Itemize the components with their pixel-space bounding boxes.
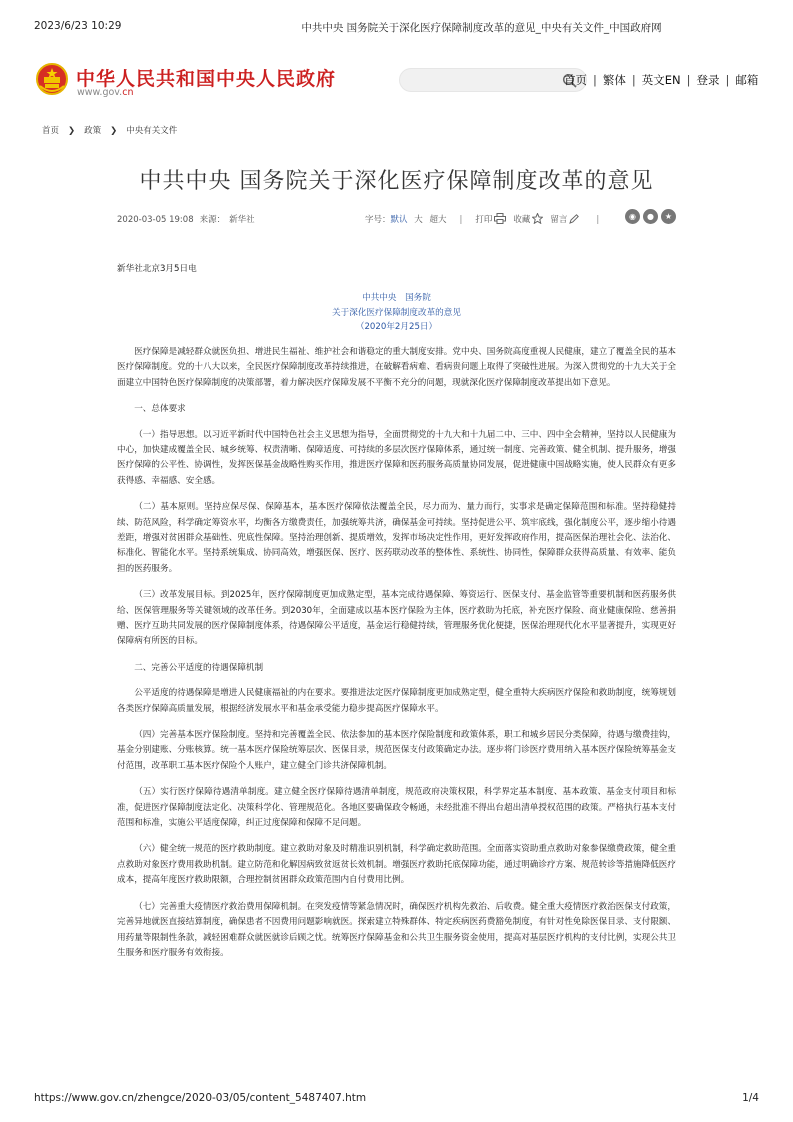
top-nav (564, 72, 758, 88)
nav-login[interactable]: 登录 (696, 73, 720, 87)
site-header (36, 58, 759, 104)
breadcrumb-central-docs[interactable]: 中央有关文件 (126, 126, 178, 136)
print-timestamp: 2023/6/23 10:29 (34, 20, 122, 32)
meta-separator: | (596, 215, 600, 225)
nav-english[interactable]: 英文EN (641, 73, 681, 87)
paragraph: （一）指导思想。以习近平新时代中国特色社会主义思想为指导，全面贯彻党的十九大和十九届二中、三中、四中全会精神，坚持以人民健康为中心，加快建成覆盖全民、城乡统筹、权责清晰、保障适度、可持续的多层次医疗保障体系，通过统一制度、完善政策、健全机制、提升服务，增强医疗保障的公平性、协调性，发挥医保基金战略性购买作用，推进医疗保障和医药服务高质量协同发展，促进健康中国战略实施，使人民群众有更多获得感、幸福感、安全感。 (117, 429, 676, 486)
doc-title: 关于深化医疗保障制度改革的意见 (332, 307, 461, 318)
font-size-xlarge[interactable]: 超大 (429, 215, 447, 225)
comment-button[interactable]: 留言 (550, 215, 568, 225)
paragraph: （七）完善重大疫情医疗救治费用保障机制。在突发疫情等紧急情况时，确保医疗机构先救治、后收费。健全重大疫情医疗救治医保支付政策，完善异地就医直接结算制度，确保患者不因费用问题影响就医。探索建立特殊群体、特定疾病医药费豁免制度，有针对性免除医保目录、支付限额、用药量等限制性条款，减轻困难群众就医就诊后顾之忧。统筹医疗保障基金和公共卫生服务资金使用，提高对基层医疗机构的支付比例，实现公共卫生服务和医疗服务有效衔接。 (117, 901, 676, 958)
nav-separator: | (631, 73, 636, 87)
print-footer (34, 1092, 759, 1104)
section-heading: 一、总体要求 (134, 404, 186, 415)
page-title: 中共中央 国务院关于深化医疗保障制度改革的意见 (139, 169, 654, 194)
source-label: 来源： (199, 215, 226, 225)
favorite-button[interactable]: 收藏 (513, 215, 531, 225)
search-input[interactable] (399, 68, 587, 92)
breadcrumb-policy[interactable]: 政策 (84, 126, 102, 136)
section-heading: 二、完善公平适度的待遇保障机制 (134, 662, 264, 673)
nav-home[interactable]: 首页 (564, 73, 587, 87)
nav-mail[interactable]: 邮箱 (735, 73, 759, 87)
breadcrumb-home[interactable]: 首页 (42, 126, 60, 136)
paragraph: 医疗保障是减轻群众就医负担、增进民生福祉、维护社会和谐稳定的重大制度安排。党中央、国务院高度重视人民健康，建立了覆盖全民的基本医疗保障制度。党的十八大以来，全民医疗保障制度改革持续推进，在破解看病难、看病贵问题上取得了突破性进展。为深入贯彻党的十九大关于全面建立中国特色医疗保障制度的决策部署，着力解决医疗保障发展不平衡不充分的问题，现就深化医疗保障制度改革提出如下意见。 (117, 346, 676, 388)
print-url: https://www.gov.cn/zhengce/2020-03/05/content_5487407.htm (34, 1092, 367, 1104)
nav-separator: | (593, 73, 597, 87)
dateline: 新华社北京3月5日电 (117, 264, 197, 274)
paragraph: 公平适度的待遇保障是增进人民健康福祉的内在要求。要推进法定医疗保障制度更加成熟定型，健全重特大疾病医疗保险和救助制度，统筹规划各类医疗保障高质量发展，根据经济发展水平和基金承受能力稳步提高医疗保障水平。 (117, 688, 676, 714)
wechat-icon[interactable]: ● (643, 209, 658, 224)
share-buttons (622, 209, 676, 224)
paragraph: （五）实行医疗保障待遇清单制度。建立健全医疗保障待遇清单制度，规范政府决策权限，科学界定基本制度、基本政策、基金支付项目和标准，促进医疗保障制度法定化、决策科学化、管理规范化。各地区要确保政令畅通，未经批准不得出台超出清单授权范围的政策。严格执行基本支付范围和标准，实施公平适度保障，纠正过度保障和保障不足问题。 (117, 787, 676, 829)
doc-issuer: 中共中央 国务院 (362, 293, 431, 304)
print-page-title: 中共中央 国务院关于深化医疗保障制度改革的意见_中央有关文件_中国政府网 (301, 22, 662, 34)
doc-date: （2020年2月25日） (355, 322, 438, 333)
meta-separator: | (459, 215, 463, 225)
qzone-icon[interactable]: ★ (661, 209, 676, 224)
print-button[interactable]: 打印 (475, 215, 493, 225)
paragraph: （四）完善基本医疗保险制度。坚持和完善覆盖全民、依法参加的基本医疗保险制度和政策体系，职工和城乡居民分类保障，待遇与缴费挂钩，基金分别建账、分账核算。统一基本医疗保险统筹层次、医保目录，规范医保支付政策确定办法。逐步将门诊医疗费用纳入基本医疗保险统筹基金支付范围，改革职工基本医疗保险个人账户，建立健全门诊共济保障机制。 (117, 730, 676, 771)
breadcrumb-arrow-icon: ❯ (68, 126, 76, 136)
paragraph: （六）健全统一规范的医疗救助制度。建立救助对象及时精准识别机制，科学确定救助范围。全面落实资助重点救助对象参保缴费政策，健全重点救助对象医疗费用救助机制。建立防范和化解因病致贫返贫长效机制。增强医疗救助托底保障功能，通过明确诊疗方案、规范转诊等措施降低医疗成本，提高年度医疗救助限额，合理控制贫困群众政策范围内自付费用比例。 (117, 844, 676, 886)
star-icon[interactable] (532, 213, 543, 224)
nav-separator: | (725, 73, 730, 87)
weibo-icon[interactable]: ◉ (625, 209, 640, 224)
breadcrumb (42, 124, 177, 136)
article-meta (117, 212, 676, 226)
site-url (77, 87, 133, 98)
paragraph: （二）基本原则。坚持应保尽保、保障基本，基本医疗保障依法覆盖全民，尽力而为、量力而行，实事求是确定保障范围和标准。坚持稳健持续、防范风险，科学确定筹资水平，均衡各方缴费责任，加强统筹共济，确保基金可持续。坚持促进公平、筑牢底线，强化制度公平，逐步缩小待遇差距，增强对贫困群众基础性、兜底性保障。坚持治理创新、提质增效，发挥市场决定性作用，更好发挥政府作用，提高医保治理社会化、法治化、标准化、智能化水平。坚持系统集成、协同高效，增强医保、医疗、医药联动改革的整体性、系统性、协同性，保障群众获得高质量、有效率、能负担的医药服务。 (117, 502, 676, 574)
nav-traditional[interactable]: 繁体 (602, 73, 626, 87)
font-size-default[interactable]: 默认 (390, 215, 408, 225)
pencil-icon[interactable] (569, 214, 579, 224)
font-size-label: 字号： (365, 215, 391, 225)
print-page-number: 1/4 (742, 1092, 759, 1104)
site-url-suffix: cn (122, 87, 134, 98)
paragraph: （三）改革发展目标。到2025年，医疗保障制度更加成熟定型，基本完成待遇保障、筹资运行、医保支付、基金监管等重要机制和医药服务供给、医保管理服务等关键领域的改革任务。到2030年，全面建成以基本医疗保险为主体，医疗救助为托底，补充医疗保险、商业健康保险、慈善捐赠、医疗互助共同发展的医疗保障制度体系，待遇保障公平适度，基金运行稳健持续，管理服务优化便捷，医保治理现代化水平显著提升，实现更好保障病有所医的目标。 (117, 590, 676, 647)
site-name[interactable]: 中华人民共和国中央人民政府 (76, 68, 337, 90)
national-emblem-icon[interactable] (36, 62, 68, 96)
site-url-main: www.gov. (77, 87, 123, 98)
breadcrumb-arrow-icon: ❯ (110, 126, 118, 136)
publish-date: 2020-03-05 19:08 (117, 215, 194, 225)
article-body (117, 262, 676, 972)
print-header (34, 20, 759, 34)
nav-separator: | (686, 73, 691, 87)
font-size-large[interactable]: 大 (414, 215, 423, 225)
source-value: 新华社 (229, 215, 255, 225)
print-icon[interactable] (494, 213, 506, 224)
